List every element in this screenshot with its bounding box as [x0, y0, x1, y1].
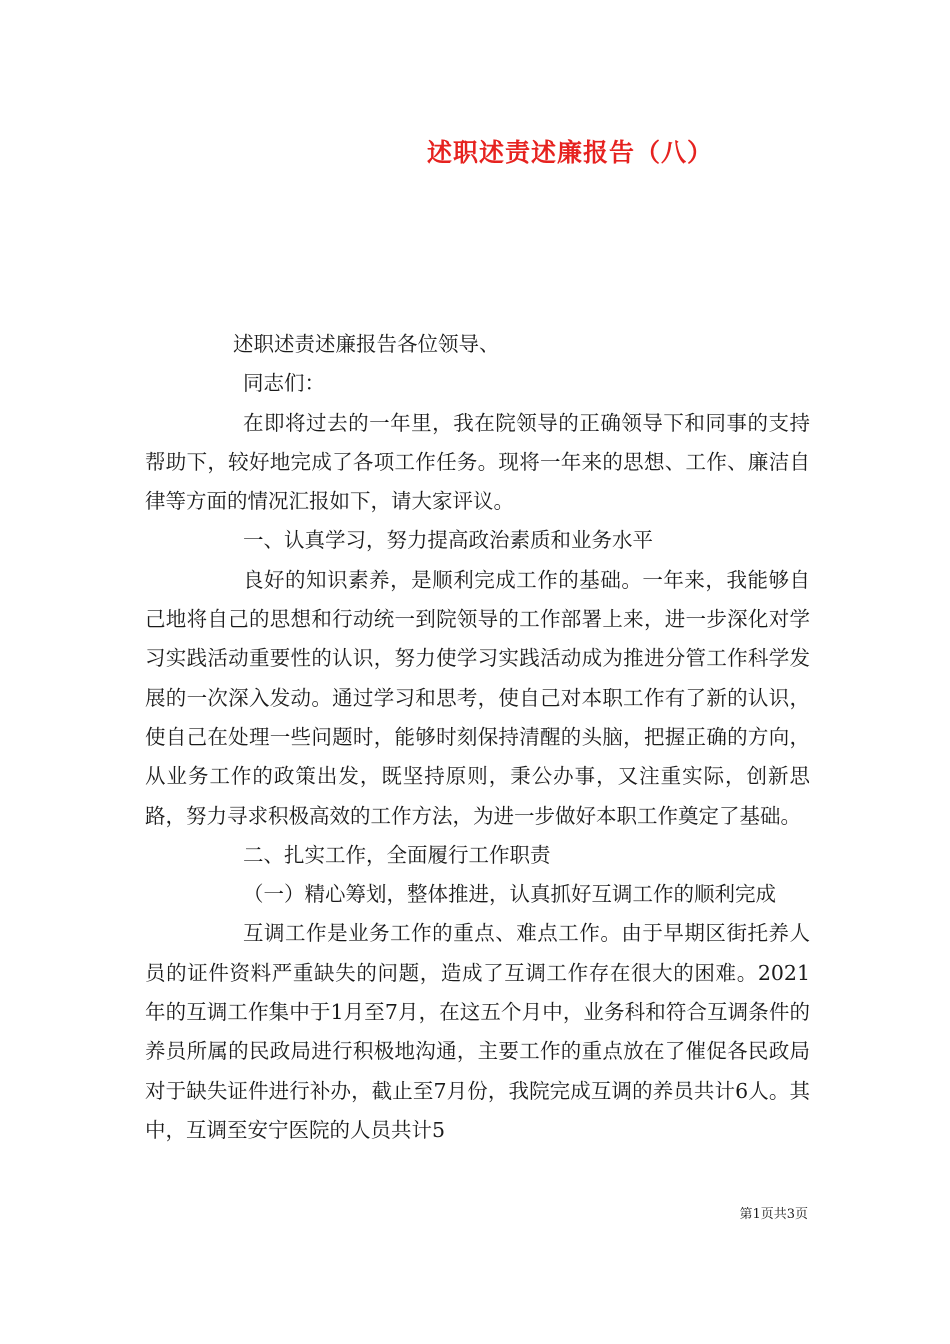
page-number-footer: 第1页共3页 [739, 1207, 808, 1222]
document-body [145, 325, 810, 1150]
subsection-heading: （一）精心筹划，整体推进，认真抓好互调工作的顺利完成 [243, 882, 776, 907]
section-heading-2: 二、扎实工作，全面履行工作职责 [243, 842, 551, 867]
body-paragraph: 良好的知识素养，是顺利完成工作的基础。一年来，我能够自己地将自己的思想和行动统一到院领导的工作部署上来，进一步深化对学习实践活动重要性的认识，努力使学习实践活动成为推进分管工作科学发展的一次深入发动。通过学习和思考，使自己对本职工作有了新的认识，使自己在处理一些问题时，能够时刻保持清醒的头脑，把握正确的方向，从业务工作的政策出发，既坚持原则，秉公办事，又注重实际，创新思路，努力寻求积极高效的工作方法，为进一步做好本职工作奠定了基础。 [145, 567, 810, 828]
document-title: 述职述责述廉报告（八） [426, 138, 713, 167]
section-heading-1: 一、认真学习，努力提高政治素质和业务水平 [243, 528, 653, 553]
salutation-line: 同志们： [243, 371, 325, 396]
body-paragraph: 在即将过去的一年里，我在院领导的正确领导下和同事的支持帮助下，较好地完成了各项工作任务。现将一年来的思想、工作、廉洁自律等方面的情况汇报如下，请大家评议。 [145, 410, 810, 514]
greeting-line: 述职述责述廉报告各位领导、 [233, 332, 500, 356]
body-paragraph: 互调工作是业务工作的重点、难点工作。由于早期区街托养人员的证件资料严重缺失的问题，造成了互调工作存在很大的困难。2021年的互调工作集中于1月至7月，在这五个月中，业务科和符合互调条件的养员所属的民政局进行积极地沟通，主要工作的重点放在了催促各民政局对于缺失证件进行补办，截止至7月份，我院完成互调的养员共计6人。其中，互调至安宁医院的人员共计5 [145, 921, 810, 1142]
